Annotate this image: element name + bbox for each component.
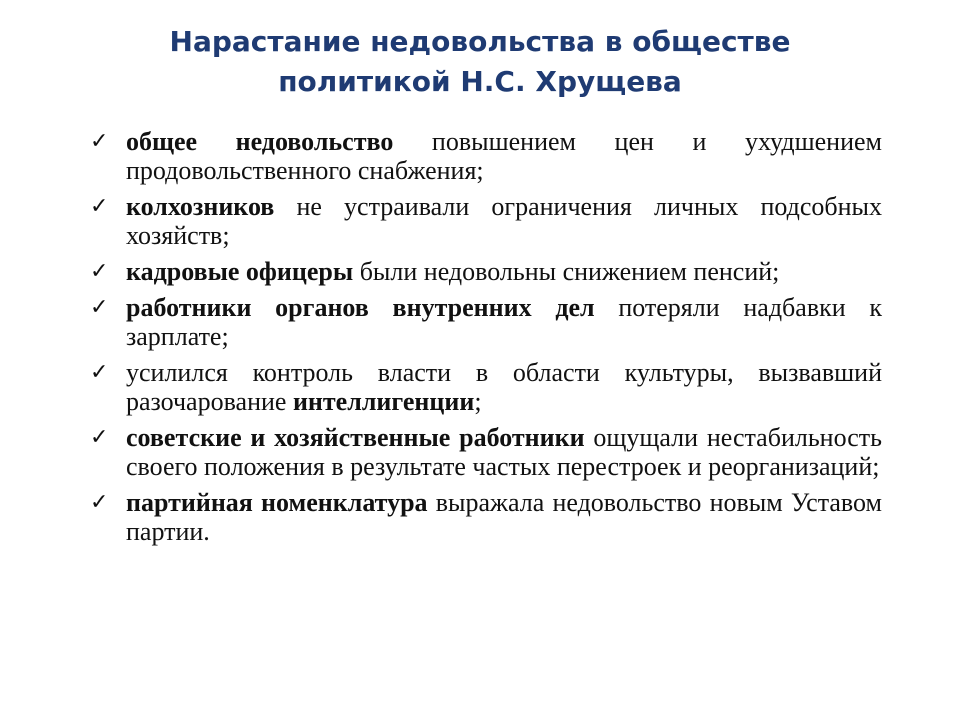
item-text: не устраивали ограничения личных подсобных хозяйств; bbox=[126, 192, 882, 250]
check-icon: ✓ bbox=[90, 295, 109, 320]
check-icon: ✓ bbox=[90, 259, 109, 284]
list-item bbox=[90, 358, 882, 416]
list-item bbox=[90, 293, 882, 351]
item-bold-text: работники органов внутренних дел bbox=[126, 293, 595, 322]
check-icon: ✓ bbox=[90, 129, 109, 154]
slide-title-line-2: политикой Н.С. Хрущева bbox=[278, 65, 682, 98]
item-text: были недовольны снижением пенсий; bbox=[353, 257, 780, 286]
item-text-after: ; bbox=[474, 387, 482, 416]
list-item bbox=[90, 257, 882, 286]
item-bold-text: кадровые офицеры bbox=[126, 257, 354, 286]
item-text: потеряли надбавки к зарплате; bbox=[126, 293, 882, 351]
slide-title-line-1: Нарастание недовольства в обществе bbox=[169, 25, 791, 58]
list-item bbox=[90, 423, 882, 481]
check-icon: ✓ bbox=[90, 490, 109, 515]
item-text: выражала недовольство новым Уставом партии. bbox=[126, 488, 882, 546]
slide-title bbox=[60, 22, 900, 102]
check-icon: ✓ bbox=[90, 194, 109, 219]
item-bold-text: колхозников bbox=[126, 192, 275, 221]
grievance-list bbox=[90, 127, 882, 553]
item-text: повышением цен и ухудшением продовольственного снабжения; bbox=[126, 127, 882, 185]
item-bold-text: интеллигенции bbox=[292, 387, 475, 416]
item-bold-text: советские и хозяйственные работники bbox=[126, 423, 585, 452]
item-bold-text: партийная номенклатура bbox=[126, 488, 428, 517]
item-text: ощущали нестабильность своего положения в результате частых перестроек и реорганизаций; bbox=[126, 423, 883, 481]
item-bold-text: общее недовольство bbox=[126, 127, 394, 156]
check-icon: ✓ bbox=[90, 425, 109, 450]
list-item bbox=[90, 192, 882, 250]
item-text-before: усилился контроль власти в области культуры, вызвавший разочарование bbox=[126, 358, 882, 416]
list-item bbox=[90, 127, 882, 185]
check-icon: ✓ bbox=[90, 360, 109, 385]
list-item bbox=[90, 488, 882, 546]
